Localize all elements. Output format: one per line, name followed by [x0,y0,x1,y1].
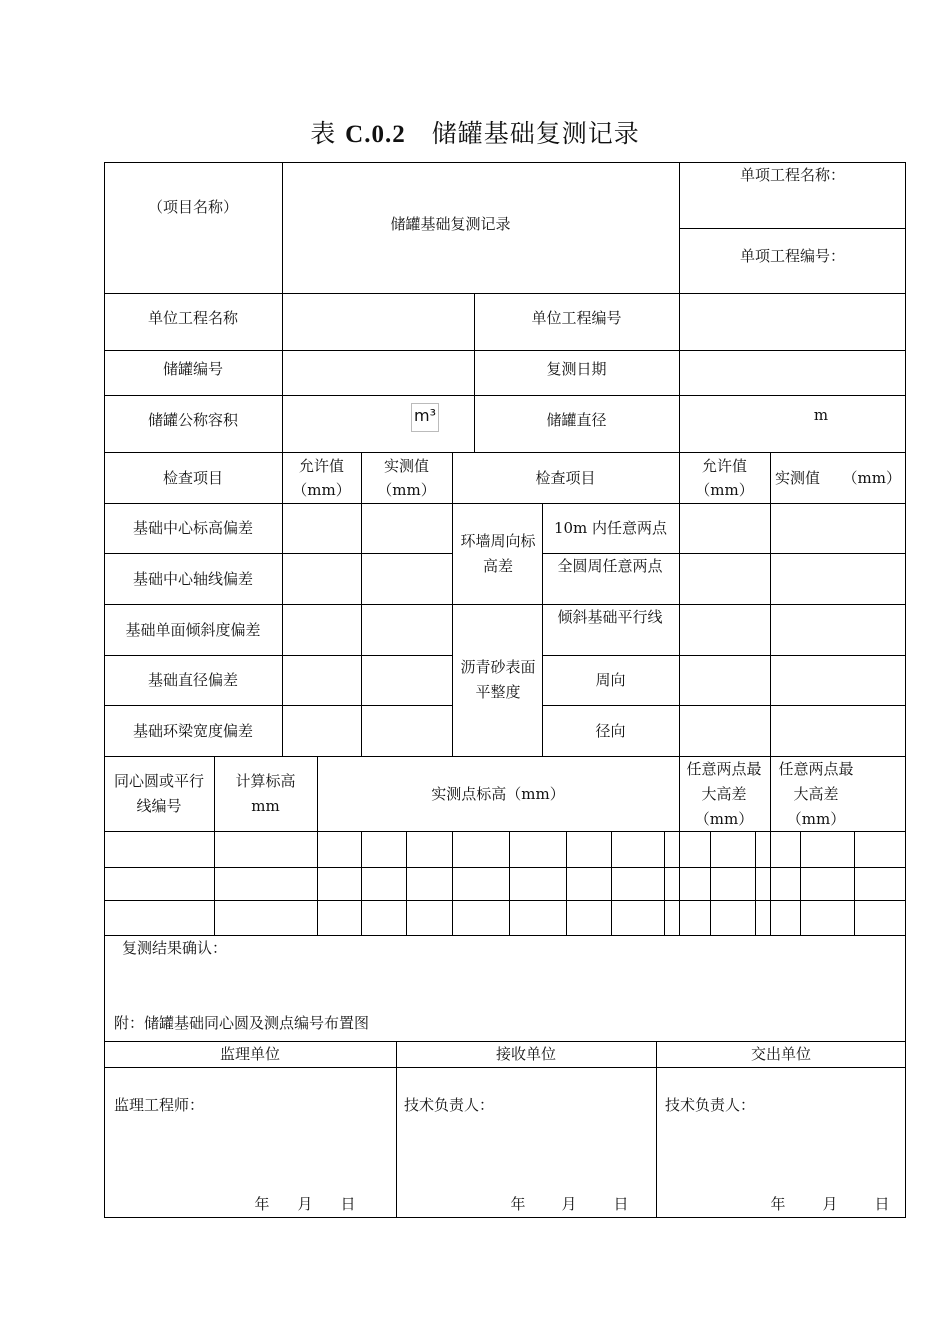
grid-line [800,831,801,936]
max-diff-header: 任意两点最大高差（mm） [686,760,762,828]
asphalt-group: 沥青砂表面平整度 [460,658,536,701]
grid-line [542,655,906,656]
grid-line [104,452,906,453]
year-label: 年 [510,1195,526,1213]
tank-capacity-label: 储罐公称容积 [147,411,238,429]
grid-line [104,293,906,294]
grid-line [542,705,906,706]
grid-line [679,228,906,229]
grid-line [679,162,680,453]
grid-line [214,756,215,936]
check-item: 基础环梁宽度偏差 [132,722,253,740]
measured-header: 实测值 [383,457,429,475]
grid-line [611,831,612,936]
check-item: 径向 [595,722,626,740]
grid-line [104,350,906,351]
grid-line [104,900,906,901]
check-item: 全圆周任意两点 [557,557,663,575]
measured-elev-header: 实测点标高（mm） [431,785,565,803]
item-project-name-label: 单项工程名称： [739,166,845,184]
unit-project-no-label: 单位工程编号 [531,309,622,327]
allow-header: 允许值 [298,457,344,475]
max-diff-header: 任意两点最大高差（mm） [778,760,854,828]
check-item: 倾斜基础平行线 [557,608,663,626]
grid-line [566,831,567,936]
grid-line [104,604,906,605]
check-item: 基础中心标高偏差 [132,519,253,537]
year-label: 年 [254,1195,270,1213]
grid-line [104,705,452,706]
tech-lead-label: 技术负责人： [665,1096,756,1114]
retest-date-label: 复测日期 [546,360,607,378]
allow-header-right: 允许值 [701,457,747,475]
measured-unit: （mm） [377,481,436,499]
receiver-unit-header: 接收单位 [495,1045,556,1063]
month-label: 月 [822,1195,838,1213]
record-name: 储罐基础复测记录 [390,215,511,233]
grid-line [104,1067,906,1068]
year-label: 年 [770,1195,786,1213]
measured-header-right: 实测值 （mm） [775,469,901,487]
calc-elev-header: 计算标高 mm [235,772,296,815]
project-name-label: （项目名称） [147,198,238,216]
grid-line [710,831,711,936]
day-label: 日 [340,1195,356,1213]
ring-wall-group: 环墙周向标高差 [460,532,536,575]
grid-line [104,503,906,504]
tank-no-label: 储罐编号 [162,360,223,378]
check-item: 基础中心轴线偏差 [132,570,253,588]
capacity-unit: m³ [411,403,439,432]
page-title: 表 C.0.2 储罐基础复测记录 [310,119,640,148]
grid-line [406,831,407,936]
supervisor-engineer-label: 监理工程师： [114,1096,205,1114]
allow-unit-right: （mm） [695,481,754,499]
grid-line [664,831,665,936]
grid-line [509,831,510,936]
grid-line [361,831,362,936]
allow-unit: （mm） [292,481,351,499]
grid-line [854,831,855,936]
check-item-header: 检查项目 [162,469,223,487]
grid-line [104,867,906,868]
unit-project-name-label: 单位工程名称 [147,309,238,327]
grid-line [282,162,283,453]
attachment-note: 附：储罐基础同心圆及测点编号布置图 [114,1014,370,1032]
day-label: 日 [874,1195,890,1213]
check-item: 周向 [595,671,626,689]
grid-line [755,831,756,936]
diameter-unit: m [813,406,829,424]
grid-line [452,831,453,936]
grid-line [104,655,452,656]
grid-line [656,1041,657,1218]
grid-line [104,553,452,554]
supervisor-unit-header: 监理单位 [219,1045,280,1063]
tech-lead-label: 技术负责人： [404,1096,495,1114]
circle-no-header: 同心圆或平行线编号 [113,772,204,815]
grid-line [452,452,453,757]
day-label: 日 [613,1195,629,1213]
month-label: 月 [561,1195,577,1213]
check-item: 基础直径偏差 [147,671,238,689]
grid-line [770,452,771,757]
handover-unit-header: 交出单位 [750,1045,811,1063]
retest-result-confirm: 复测结果确认： [122,939,228,957]
item-project-no-label: 单项工程编号： [739,247,845,265]
check-item: 基础单面倾斜度偏差 [125,621,261,639]
grid-line [396,1041,397,1218]
grid-line [104,395,906,396]
check-item-header-right: 检查项目 [535,469,596,487]
tank-diameter-label: 储罐直径 [546,411,607,429]
grid-line [679,756,680,936]
check-item: 10m 内任意两点 [553,519,668,537]
month-label: 月 [297,1195,313,1213]
grid-line [770,756,771,936]
